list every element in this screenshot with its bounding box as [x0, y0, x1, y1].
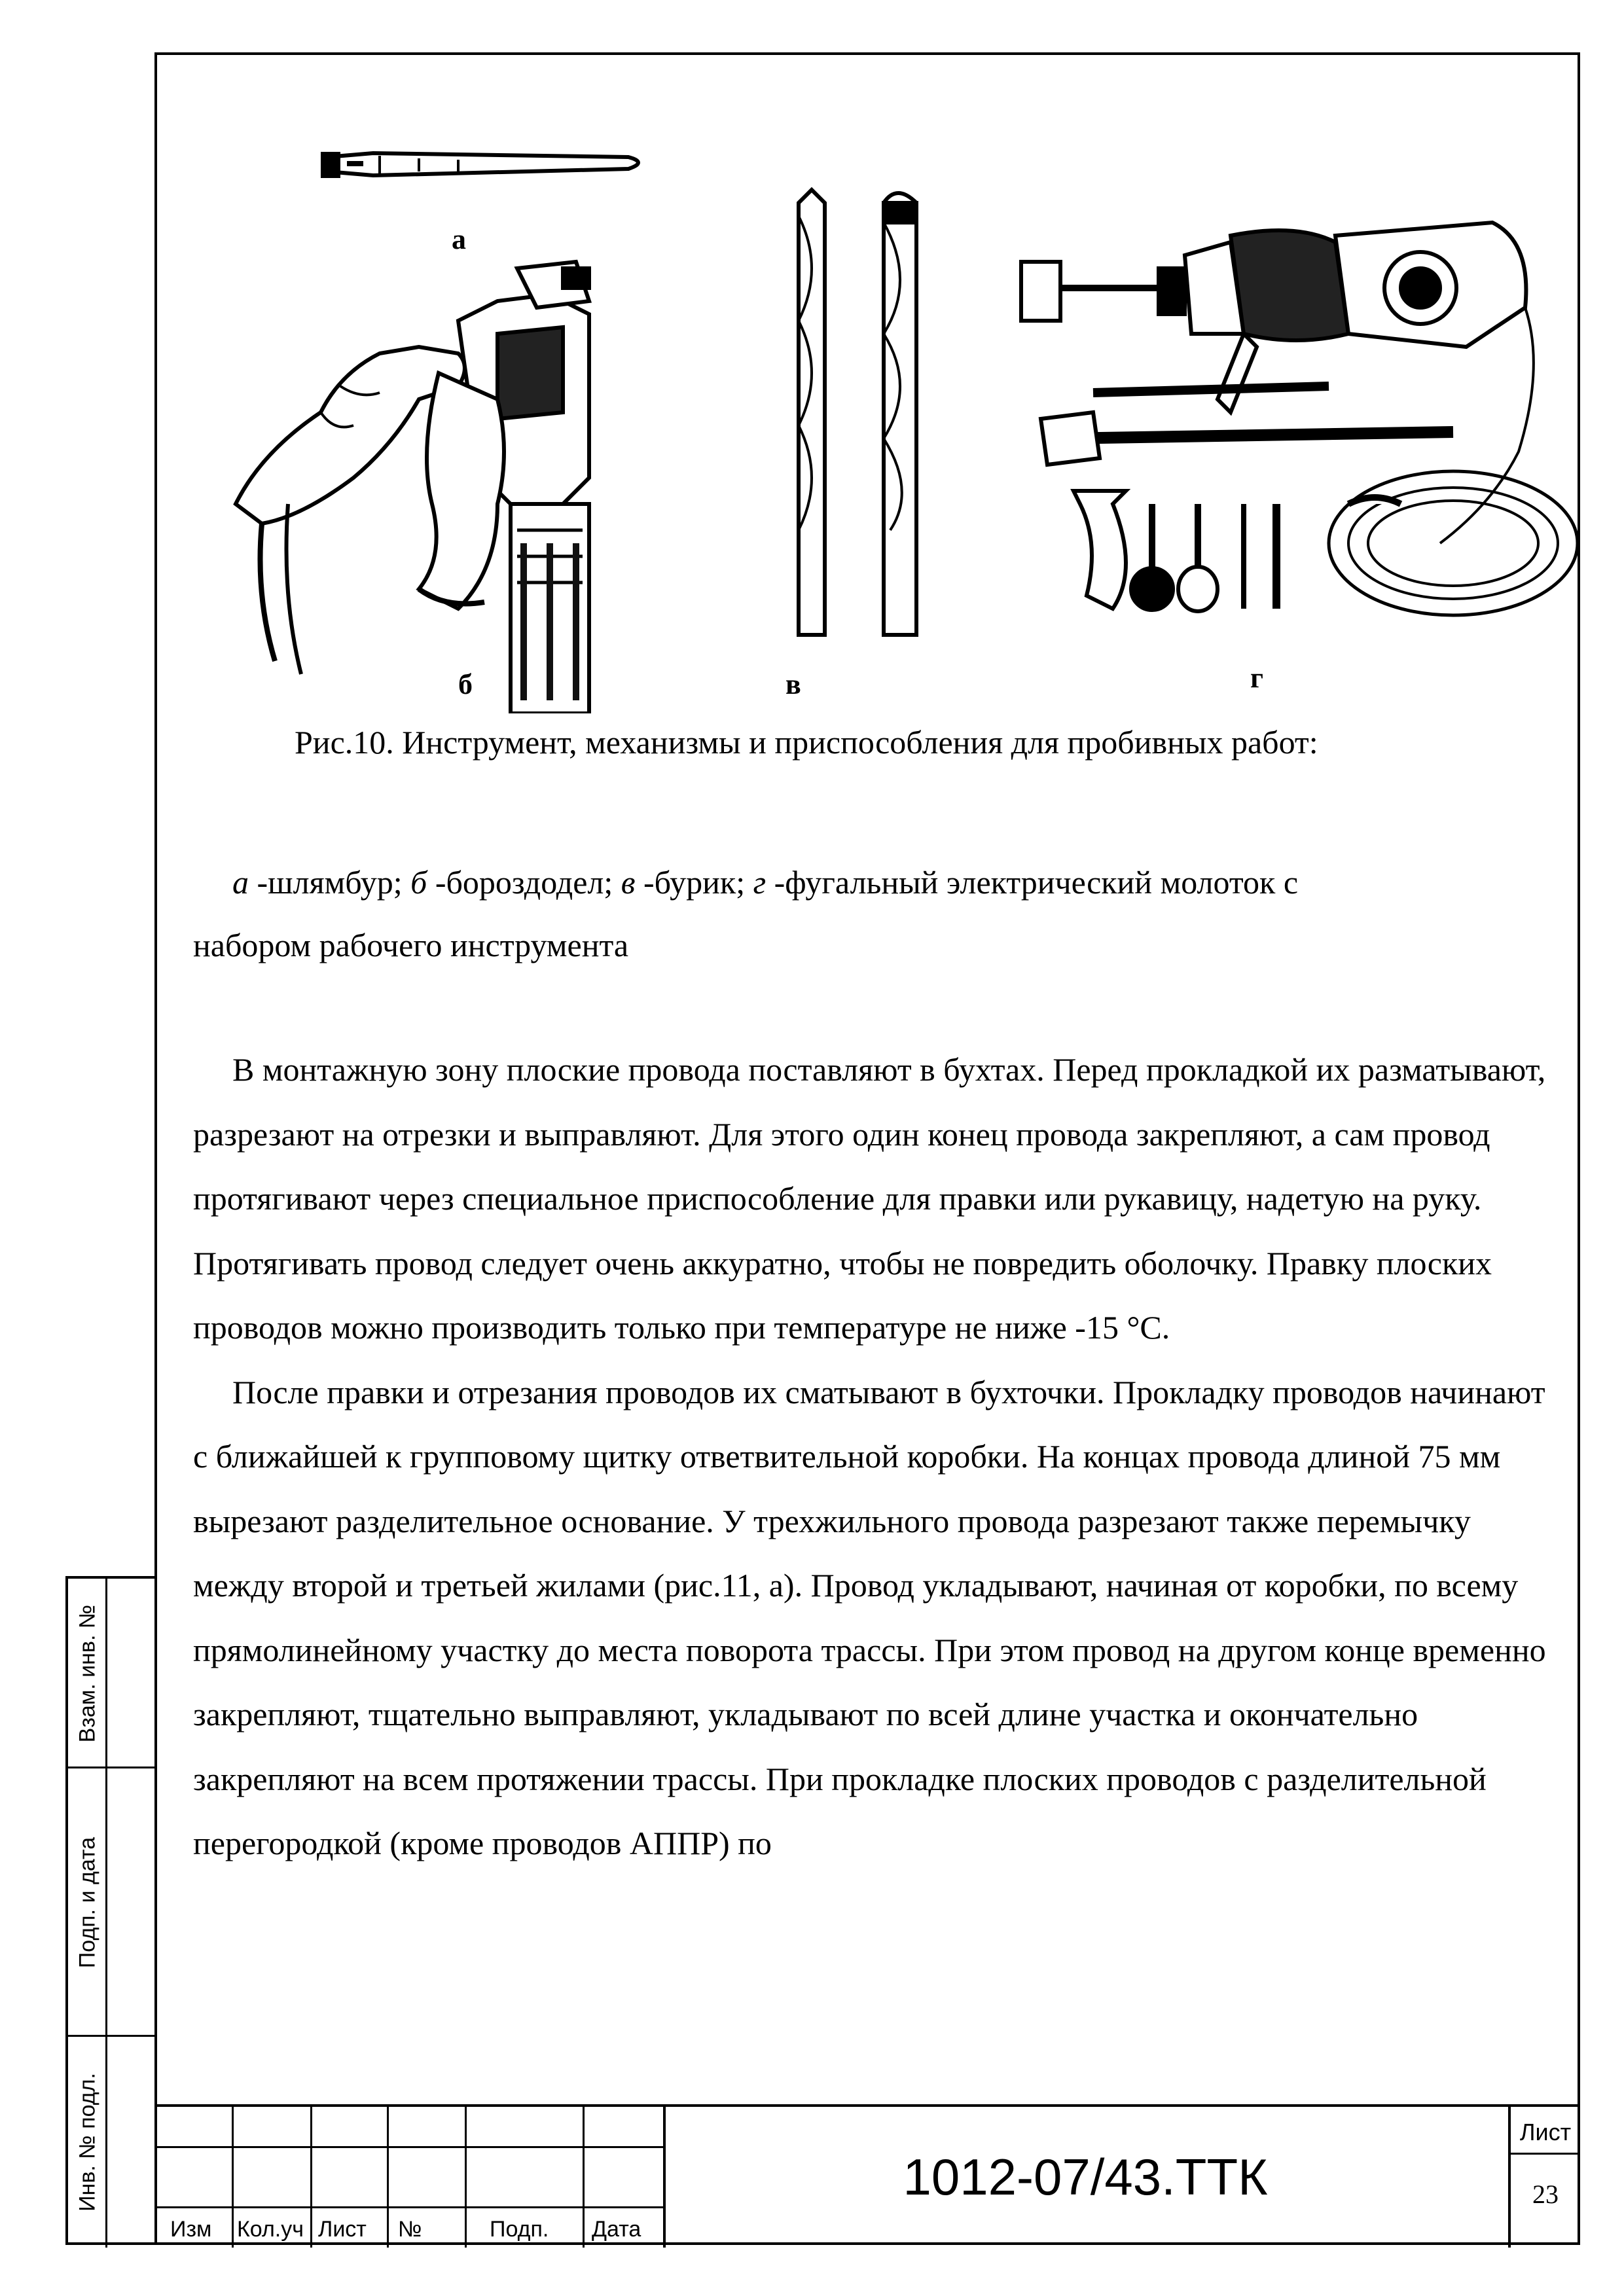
sheet-box	[1508, 2107, 1580, 2248]
header-number: №	[398, 2217, 422, 2242]
body-text	[193, 1037, 1555, 1876]
header-izm: Изм	[170, 2217, 212, 2242]
burik-image	[799, 190, 916, 635]
grid-line	[154, 2206, 665, 2208]
grid-line	[154, 2146, 665, 2148]
grid-line	[465, 2107, 467, 2248]
label-g: г	[1250, 662, 1263, 694]
side-cell-podp	[68, 1768, 107, 2037]
figure-10	[223, 137, 1578, 713]
tools-illustration	[223, 137, 1578, 713]
borozdodel-image	[236, 262, 589, 713]
label-a: а	[452, 223, 466, 255]
legend-v-letter: в	[621, 864, 636, 901]
grid-line	[310, 2107, 312, 2248]
sheet-number: 23	[1532, 2179, 1559, 2209]
header-podp: Подп.	[490, 2217, 549, 2242]
legend-b-text: -бороздодел;	[427, 864, 621, 901]
side-label-vzam: Взам. инв. №	[75, 1604, 100, 1743]
legend-a-text: -шлямбур;	[249, 864, 411, 901]
header-kol-uch: Кол.уч	[237, 2217, 304, 2242]
grid-line	[232, 2107, 234, 2248]
label-b: б	[458, 668, 473, 700]
electric-hammer-image	[1021, 223, 1578, 615]
shlyambur-image	[321, 152, 638, 178]
revision-grid	[154, 2107, 665, 2248]
legend-v-text: -бурик;	[635, 864, 753, 901]
legend-line-1	[193, 851, 1542, 914]
side-label-podp: Подп. и дата	[75, 1837, 100, 1969]
sheet-divider	[1511, 2153, 1580, 2155]
side-stamp	[65, 1576, 154, 2245]
grid-line	[583, 2107, 585, 2248]
side-label-inv: Инв. № подл.	[75, 2073, 100, 2212]
side-value-podp	[107, 1768, 157, 2037]
legend-g-letter: г	[753, 864, 767, 901]
grid-line	[387, 2107, 389, 2248]
header-data: Дата	[592, 2217, 641, 2242]
legend-b-letter: б	[410, 864, 427, 901]
side-cell-vzam	[68, 1579, 107, 1768]
title-block	[154, 2104, 1580, 2248]
paragraph-1: В монтажную зону плоские провода поставляют в бухтах. Перед прокладкой их разматывают, разрезают на отрезки и выправляют. Для этого один конец провода закрепляют, а сам провод протягивают через специальное приспособление для правки или рукавицу, надетую на руку. Протягивать провод следует очень аккуратно, чтобы не повредить оболочку. Правку плоских проводов можно производить только при температуре не ниже -15 °С.	[193, 1051, 1546, 1346]
legend-g-text: -фугальный электрический молоток с	[766, 864, 1299, 901]
paragraph-2: После правки и отрезания проводов их сматывают в бухточки. Прокладку проводов начинают с ближайшей к групповому щитку ответвительной коробки. На концах провода длиной 75 мм вырезают разделительное основание. У трехжильного провода разрезают также перемычку между второй и третьей жилами (рис.11, а). Провод укладывают, начиная от коробки, по всему прямолинейному участку до места поворота трассы. При этом провод на другом конце временно закрепляют, тщательно выправляют, укладывают по всей длине участка и окончательно закрепляют на всем протяжении трассы. При прокладке плоских проводов с разделительной перегородкой (кроме проводов АППР) по	[193, 1373, 1546, 1861]
header-list: Лист	[318, 2217, 367, 2242]
side-cell-inv	[68, 2037, 107, 2248]
figure-legend	[193, 851, 1542, 977]
legend-a-letter: а	[232, 864, 249, 901]
document-code: 1012-07/43.ТТК	[903, 2148, 1268, 2206]
sheet-label: Лист	[1519, 2119, 1572, 2145]
side-value-vzam	[107, 1579, 157, 1768]
label-v: в	[785, 668, 801, 700]
figure-caption: Рис.10. Инструмент, механизмы и приспособления для пробивных работ:	[295, 724, 1318, 761]
legend-line-2: набором рабочего инструмента	[193, 927, 629, 963]
